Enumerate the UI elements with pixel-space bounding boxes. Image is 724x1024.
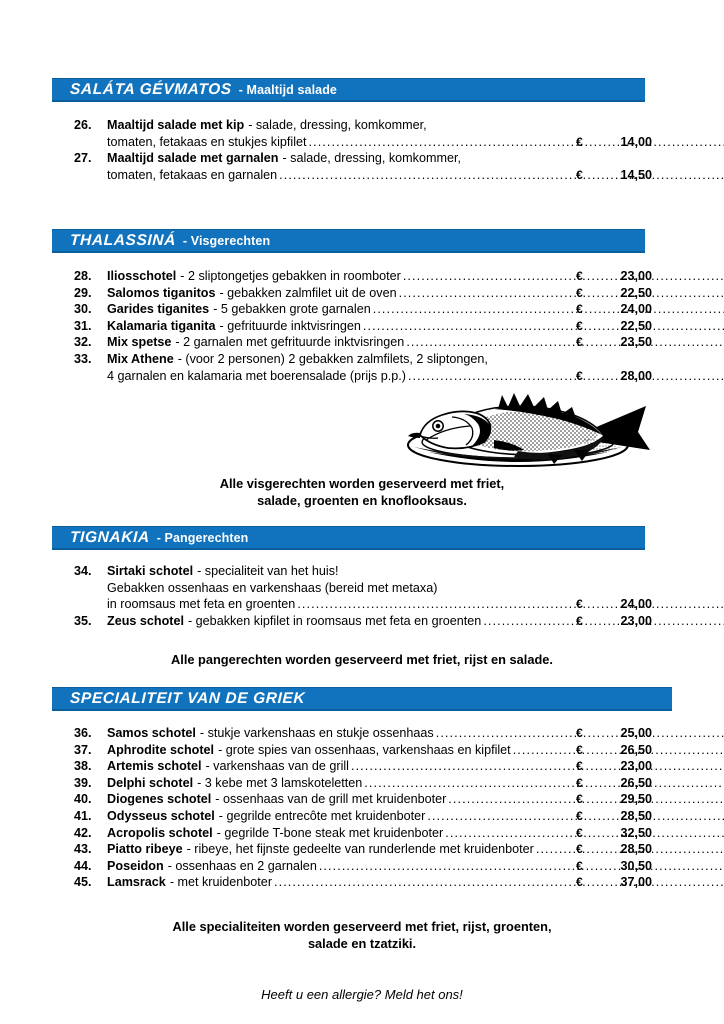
item-price: 29,50: [620, 792, 652, 807]
dot-leader: [445, 826, 724, 840]
item-number: 38.: [74, 759, 92, 774]
item-description-continued: 4 garnalen en kalamaria met boerensalade (prijs p.p.): [107, 368, 406, 383]
item-number: 45.: [74, 875, 92, 890]
item-description-continued: Gebakken ossenhaas en varkenshaas (bereid met metaxa): [107, 580, 438, 595]
item-name: Acropolis schotel: [107, 825, 213, 840]
item-description-continued: tomaten, fetakaas en stukjes kipfilet: [107, 134, 307, 149]
item-number: 36.: [74, 726, 92, 740]
item-description: - stukje varkenshaas en stukje ossenhaas: [199, 726, 434, 740]
menu-item-row-continued[interactable]: [0, 135, 724, 152]
dot-leader: [483, 614, 724, 628]
dot-leader: [274, 875, 724, 889]
item-price: 14,50: [620, 167, 652, 182]
menu-item-row[interactable]: [0, 809, 724, 826]
currency-symbol: €: [576, 858, 583, 873]
dot-leader: [279, 168, 724, 182]
item-price: 37,00: [620, 875, 652, 890]
item-description: - salade, dressing, komkommer,: [248, 118, 427, 132]
item-number: 41.: [74, 808, 92, 823]
dot-leader: [406, 335, 724, 349]
item-price: 26,50: [620, 742, 652, 757]
item-price: 14,00: [620, 134, 652, 149]
item-name: Iliosschotel: [107, 269, 177, 283]
section-subtitle: - Pangerechten: [156, 530, 249, 545]
menu-item-row[interactable]: [0, 875, 724, 892]
item-number: 26.: [74, 118, 92, 132]
item-description: - gegrilde T-bone steak met kruidenboter: [216, 825, 444, 840]
dot-leader: [399, 286, 724, 300]
item-description: - 2 garnalen met gefrituurde inktvisringen: [175, 335, 405, 350]
item-price: 23,00: [620, 759, 652, 774]
fish-on-plate-icon: [398, 388, 650, 474]
pan-serving-note: [0, 652, 724, 669]
item-price: 28,50: [620, 808, 652, 823]
item-description: - gegrilde entrecôte met kruidenboter: [218, 808, 426, 823]
item-description: - specialiteit van het huis!: [197, 564, 339, 578]
item-name: Garides tiganites: [107, 302, 210, 317]
item-description: - 5 gebakken grote garnalen: [213, 302, 371, 317]
item-price: 22,50: [620, 318, 652, 333]
menu-item-row-continued[interactable]: [0, 369, 724, 386]
item-price: 28,50: [620, 842, 652, 857]
item-description: - 2 sliptongetjes gebakken in roomboter: [180, 269, 401, 283]
menu-item-row[interactable]: [0, 826, 724, 843]
section-greek-title: SPECIALITEIT VAN DE GRIEK: [69, 689, 306, 707]
item-name: Zeus schotel: [107, 613, 184, 628]
item-name: Maaltijd salade met kip: [107, 118, 245, 132]
item-number: 42.: [74, 825, 92, 840]
item-name: Sirtaki schotel: [107, 564, 194, 578]
menu-item-row[interactable]: [0, 564, 724, 581]
currency-symbol: €: [576, 759, 583, 774]
menu-item-row[interactable]: [0, 776, 724, 793]
item-price: 26,50: [620, 775, 652, 790]
item-body: [107, 352, 724, 366]
currency-symbol: €: [576, 167, 583, 182]
menu-item-row[interactable]: [0, 151, 724, 168]
menu-item-row[interactable]: [0, 614, 724, 631]
menu-item-row[interactable]: [0, 118, 724, 135]
item-body: [107, 581, 724, 595]
item-name: Mix spetse: [107, 335, 172, 350]
section-subtitle: - Maaltijd salade: [238, 82, 337, 97]
item-number: 33.: [74, 351, 92, 366]
currency-symbol: €: [576, 842, 583, 857]
item-number: 43.: [74, 842, 92, 857]
item-price: 23,50: [620, 335, 652, 350]
item-name: Diogenes schotel: [107, 792, 212, 807]
item-name: Kalamaria tiganita: [107, 318, 216, 333]
currency-symbol: €: [576, 597, 583, 612]
item-description: - gebakken zalmfilet uit de oven: [219, 285, 397, 300]
item-description-continued: tomaten, fetakaas en garnalen: [107, 167, 278, 182]
dot-leader: [309, 135, 724, 149]
item-number: 35.: [74, 613, 92, 628]
currency-symbol: €: [576, 302, 583, 317]
menu-item-row[interactable]: [0, 726, 724, 743]
section-subtitle: - Visgerechten: [182, 233, 271, 248]
item-price: 32,50: [620, 825, 652, 840]
dot-leader: [297, 597, 724, 611]
currency-symbol: €: [576, 285, 583, 300]
menu-item-row[interactable]: [0, 319, 724, 336]
currency-symbol: €: [576, 742, 583, 757]
item-name: Lamsrack: [107, 875, 166, 890]
item-list-thalassina: [0, 269, 724, 385]
item-number: 27.: [74, 151, 92, 166]
item-price: 30,50: [620, 858, 652, 873]
menu-item-row[interactable]: [0, 792, 724, 809]
item-price: 23,00: [620, 613, 652, 628]
menu-item-row[interactable]: [0, 743, 724, 760]
item-description: - ossenhaas van de grill met kruidenboter: [215, 792, 447, 807]
currency-symbol: €: [576, 368, 583, 383]
item-name: Delphi schotel: [107, 775, 194, 790]
item-name: Poseidon: [107, 858, 164, 873]
section-header-thalassina: [52, 229, 645, 253]
menu-item-row-continued[interactable]: [0, 168, 724, 185]
dot-leader: [448, 792, 724, 806]
item-description: - 3 kebe met 3 lamskoteletten: [197, 775, 363, 790]
menu-item-row[interactable]: [0, 302, 724, 319]
item-name: Piatto ribeye: [107, 842, 183, 857]
item-number: 37.: [74, 742, 92, 757]
item-price: 25,00: [620, 726, 652, 740]
currency-symbol: €: [576, 726, 583, 740]
item-name: Artemis schotel: [107, 759, 202, 774]
dot-leader: [373, 302, 724, 316]
item-body: [107, 151, 724, 165]
item-description: - (voor 2 personen) 2 gebakken zalmfilets, 2 sliptongen,: [177, 351, 488, 366]
allergy-note: Heeft u een allergie? Meld het ons!: [261, 987, 463, 1002]
item-name: Samos schotel: [107, 726, 196, 740]
dot-leader: [319, 859, 724, 873]
item-number: 40.: [74, 792, 92, 807]
item-number: 32.: [74, 335, 92, 350]
item-number: 44.: [74, 858, 92, 873]
note-line-1: Alle specialiteiten worden geserveerd met friet, rijst, groenten,: [172, 919, 552, 934]
speciality-serving-note: [0, 919, 724, 952]
item-body: [107, 564, 724, 578]
note-line-1: Alle pangerechten worden geserveerd met friet, rijst en salade.: [171, 652, 553, 667]
item-description: - varkenshaas van de grill: [205, 759, 349, 774]
section-header-salata: [52, 78, 645, 102]
menu-item-row[interactable]: [0, 269, 724, 286]
menu-item-row[interactable]: [0, 842, 724, 859]
item-list-specialiteit: [0, 726, 724, 892]
fish-serving-note: [0, 476, 724, 509]
item-name: Mix Athene: [107, 351, 174, 366]
item-number: 39.: [74, 775, 92, 790]
item-price: 24,00: [620, 597, 652, 612]
currency-symbol: €: [576, 808, 583, 823]
item-description: - ribeye, het fijnste gedeelte van runderlende met kruidenboter: [186, 842, 534, 857]
menu-item-row[interactable]: [0, 759, 724, 776]
item-number: 31.: [74, 318, 92, 333]
dot-leader: [364, 776, 724, 790]
item-price: 22,50: [620, 285, 652, 300]
item-description: - salade, dressing, komkommer,: [282, 151, 461, 166]
currency-symbol: €: [576, 875, 583, 890]
section-greek-title: THALASSINÁ: [69, 231, 177, 249]
note-line-2: salade en tzatziki.: [307, 935, 417, 951]
currency-symbol: €: [576, 792, 583, 807]
item-name: Salomos tiganitos: [107, 285, 216, 300]
note-line-1: Alle visgerechten worden geserveerd met friet,: [219, 476, 505, 491]
item-number: 28.: [74, 269, 92, 283]
menu-item-row-continued[interactable]: [0, 597, 724, 614]
item-list-tignakia: [0, 564, 724, 630]
section-header-tignakia: [52, 526, 645, 550]
menu-item-row[interactable]: [0, 352, 724, 369]
section-greek-title: TIGNAKIA: [69, 528, 151, 546]
currency-symbol: €: [576, 335, 583, 350]
item-name: Maaltijd salade met garnalen: [107, 151, 279, 166]
item-price: 23,00: [620, 269, 652, 283]
item-number: 34.: [74, 564, 92, 578]
dot-leader: [363, 319, 724, 333]
item-price: 24,00: [620, 302, 652, 317]
item-description-continued-2: in roomsaus met feta en groenten: [107, 597, 296, 612]
item-description: - gefrituurde inktvisringen: [219, 318, 361, 333]
currency-symbol: €: [576, 134, 583, 149]
dot-leader: [403, 269, 724, 283]
currency-symbol: €: [576, 613, 583, 628]
section-header-specialiteit: [52, 687, 672, 711]
menu-item-row-continued[interactable]: [0, 581, 724, 598]
section-greek-title: SALÁTA GÉVMATOS: [69, 80, 233, 98]
menu-item-row[interactable]: [0, 859, 724, 876]
currency-symbol: €: [576, 775, 583, 790]
currency-symbol: €: [576, 825, 583, 840]
item-name: Odysseus schotel: [107, 808, 215, 823]
item-price: 28,00: [620, 368, 652, 383]
item-description: - met kruidenboter: [169, 875, 273, 890]
item-description: - ossenhaas en 2 garnalen: [167, 858, 317, 873]
menu-item-row[interactable]: [0, 286, 724, 303]
menu-item-row[interactable]: [0, 335, 724, 352]
note-line-2: salade, groenten en knoflooksaus.: [257, 492, 467, 508]
item-description: - grote spies van ossenhaas, varkenshaas en kipfilet: [218, 742, 511, 757]
dot-leader: [351, 759, 724, 773]
currency-symbol: €: [576, 318, 583, 333]
currency-symbol: €: [576, 269, 583, 283]
item-name: Aphrodite schotel: [107, 742, 215, 757]
dot-leader: [408, 369, 724, 383]
item-description: - gebakken kipfilet in roomsaus met feta en groenten: [187, 613, 482, 628]
item-list-salata: [0, 118, 724, 184]
item-number: 30.: [74, 302, 92, 317]
item-body: [107, 118, 724, 132]
item-number: 29.: [74, 285, 92, 300]
